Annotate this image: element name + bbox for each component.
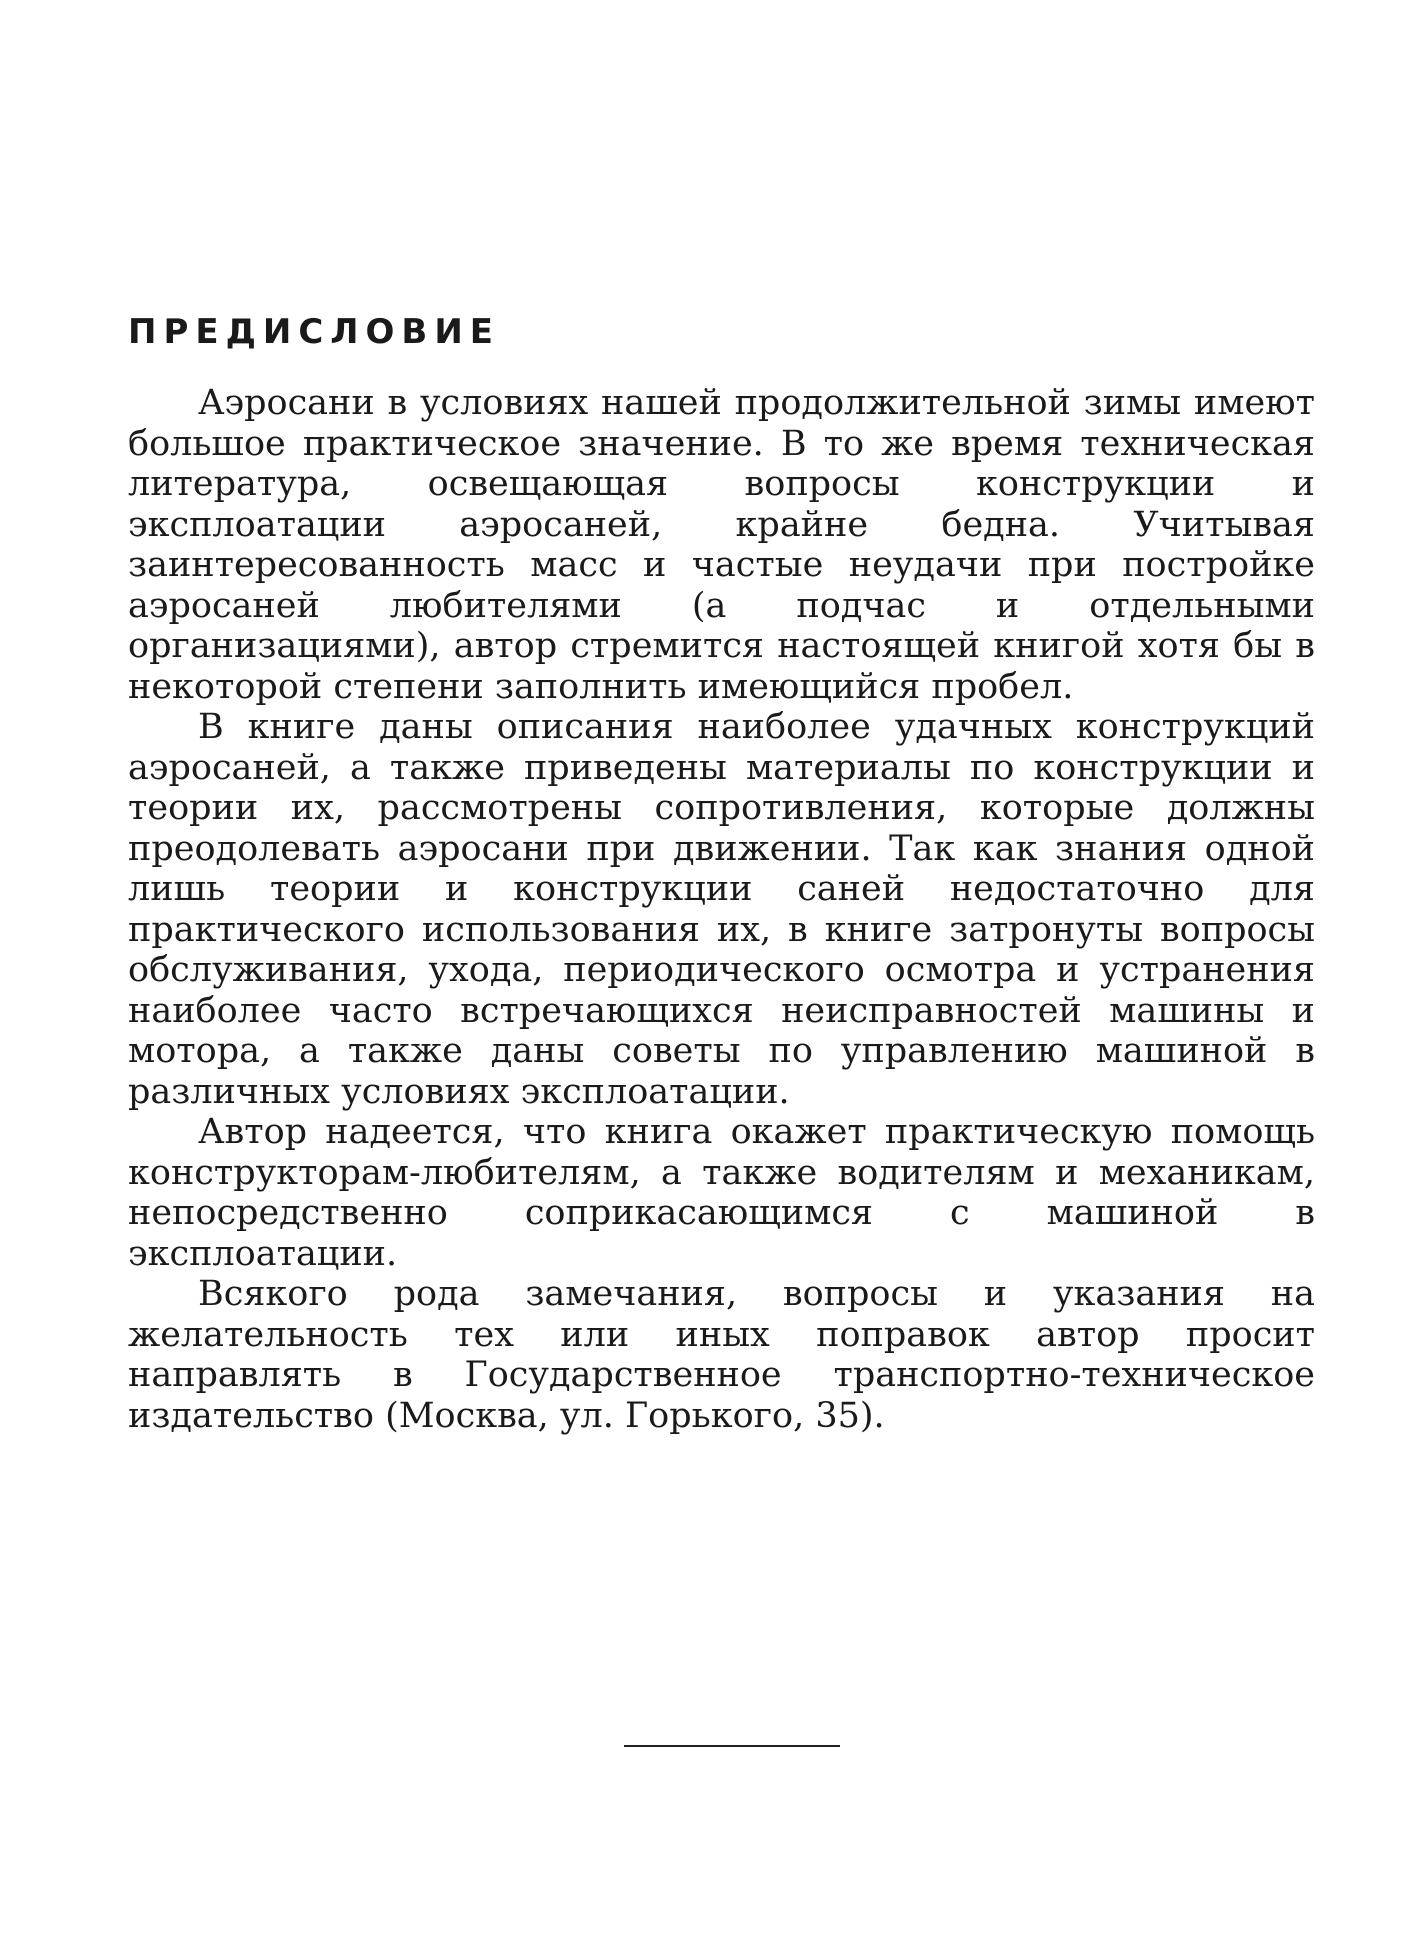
paragraph-3: Автор надеется, что книга окажет практическую помощь конструкторам-любителям, а также водителям и механикам, непосредственно соприкасающимся с машиной в эксплоатации.	[128, 1112, 1315, 1274]
preface-body	[128, 383, 1315, 1436]
paragraph-2: В книге даны описания наиболее удачных конструкций аэросаней, а также приведены материалы по конструкции и теории их, рассмотрены сопротивления, которые должны преодолевать аэросани при движении. Так как знания одной лишь теории и конструкции саней недостаточно для практического использования их, в книге затронуты вопросы обслуживания, ухода, периодического осмотра и устранения наиболее часто встречающихся неисправностей машины и мотора, а также даны советы по управлению машиной в различных условиях эксплоатации.	[128, 707, 1315, 1112]
end-separator-line	[624, 1745, 840, 1747]
paragraph-4: Всякого рода замечания, вопросы и указания на желательность тех или иных поправок автор просит направлять в Государственное транспортно-техническое издательство (Москва, ул. Горького, 35).	[128, 1274, 1315, 1436]
page-title: ПРЕДИСЛОВИЕ	[128, 312, 501, 352]
paragraph-1: Аэросани в условиях нашей продолжительной зимы имеют большое практическое значение. В то же время техническая литература, освещающая вопросы конструкции и эксплоатации аэросаней, крайне бедна. Учитывая заинтересованность масс и частые неудачи при постройке аэросаней любителями (а подчас и отдельными организациями), автор стремится настоящей книгой хотя бы в некоторой степени заполнить имеющийся пробел.	[128, 383, 1315, 707]
